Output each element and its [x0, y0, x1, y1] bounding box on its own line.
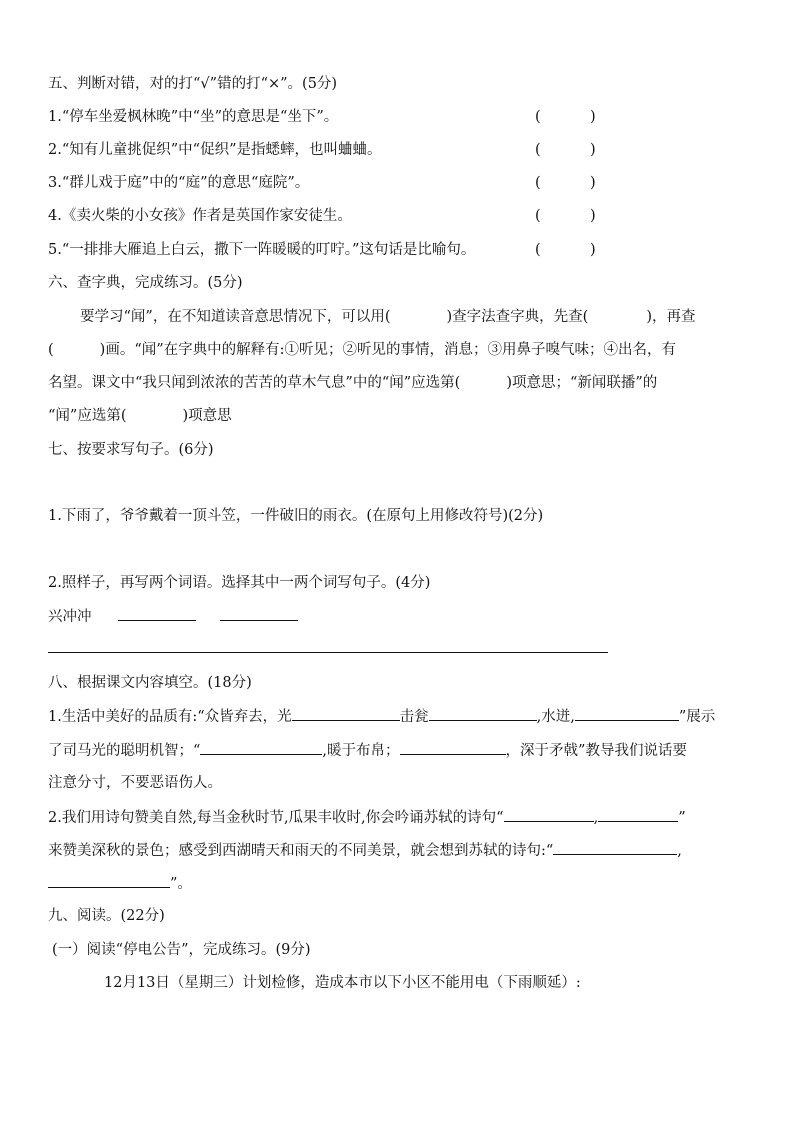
s8-text: ”。	[170, 876, 192, 892]
s5-item-1: 1.“停车坐爱枫林晚”中“坐”的意思是“坐下”。	[48, 109, 339, 125]
s5-answer-1-open: (	[535, 109, 541, 125]
s8-text: 了司马光的聪明机智；“	[48, 743, 201, 759]
s6-para-line-2	[48, 340, 676, 360]
s5-answer-1-close: )	[590, 109, 596, 125]
s5-item-3: 3.“群儿戏于庭”中的“庭”的意思“庭院”。	[48, 175, 310, 191]
s8-text: ,水迸,	[536, 709, 575, 725]
s8-blank[interactable]	[429, 706, 537, 721]
s7-blank-1[interactable]	[118, 606, 196, 621]
s6-text: )项意思	[182, 408, 232, 424]
s8-text: ”展示	[678, 709, 716, 725]
s8-line-5	[48, 840, 682, 861]
s6-para-line-3	[48, 373, 657, 393]
section-6-heading: 六、查字典，完成练习。(5分)	[48, 275, 243, 291]
s9-notice-text: 12月13日（星期三）计划检修，造成本市以下小区不能用电（下雨顺延）:	[104, 975, 581, 991]
s6-text: (	[48, 342, 54, 358]
s5-answer-3-open: (	[535, 175, 541, 191]
s8-text: 击瓮	[399, 709, 429, 725]
s6-text: 要学习“闻”，在不知道读音意思情况下，可以用(	[80, 309, 391, 325]
s8-text: 来赞美深秋的景色；感受到西湖晴天和雨天的不同美景，就会想到苏轼的诗句:“	[48, 843, 554, 859]
s5-answer-3-close: )	[590, 175, 596, 191]
s5-answer-5-open: (	[535, 242, 541, 258]
section-7-heading: 七、按要求写句子。(6分)	[48, 442, 214, 458]
s5-answer-4-close: )	[590, 208, 596, 224]
s8-blank[interactable]	[598, 807, 678, 822]
s6-text: “闻”应选第(	[48, 408, 127, 424]
s8-blank[interactable]	[200, 740, 322, 755]
s8-line-3: 注意分寸，不要恶语伤人。	[48, 775, 222, 791]
s5-answer-2-close: )	[590, 142, 596, 158]
s5-answer-5-close: )	[590, 242, 596, 258]
s5-answer-4-open: (	[535, 208, 541, 224]
s8-text: 2.我们用诗句赞美自然,每当金秋时节,瓜果丰收时,你会吟诵苏轼的诗句“	[48, 810, 504, 826]
s5-item-5: 5.“一排排大雁追上白云，撒下一阵暖暖的叮咛。”这句话是比喻句。	[48, 242, 476, 258]
s7-sentence-line[interactable]	[48, 652, 608, 653]
s5-item-2: 2.“知有儿童挑促织”中“促织”是指蟋蟀，也叫蛐蛐。	[48, 142, 382, 158]
s8-blank[interactable]	[553, 840, 677, 855]
section-9-heading: 九、阅读。(22分)	[48, 908, 165, 924]
s7-question-1: 1.下雨了，爷爷戴着一顶斗笠，一件破旧的雨衣。(在原句上用修改符号)(2分)	[48, 508, 544, 524]
s8-line-1	[48, 706, 715, 727]
s8-line-2	[48, 740, 687, 761]
s6-text: )项意思；“新闻联播”的	[506, 375, 658, 391]
s8-text: ,	[677, 843, 682, 859]
s6-text: 名望。课文中“我只闻到浓浓的苦苦的草木气息”中的“闻”应选第(	[48, 375, 461, 391]
s6-text: )画。“闻”在字典中的解释有:①听见；②听见的事情，消息；③用鼻子嗅气味；④出名，有	[99, 342, 677, 358]
s8-text: ，深于矛戟”教导我们说话要	[505, 743, 687, 759]
s8-text: ,暖于布帛；	[322, 743, 400, 759]
s6-para-line-4	[48, 406, 232, 426]
section-8-heading: 八、根据课文内容填空。(18分)	[48, 675, 252, 691]
s8-blank[interactable]	[292, 706, 400, 721]
s6-para-line-1	[80, 307, 695, 327]
s8-blank[interactable]	[400, 740, 506, 755]
s6-text: )，再查	[646, 309, 696, 325]
s6-text: )查字法查字典，先查(	[446, 309, 589, 325]
s8-line-4	[48, 807, 686, 828]
s5-answer-2-open: (	[535, 142, 541, 158]
s8-text: ”	[678, 810, 686, 826]
s8-line-6	[48, 873, 192, 894]
s8-blank[interactable]	[48, 873, 170, 888]
s8-text: 1.生活中美好的品质有:“众皆弃去，光	[48, 709, 292, 725]
s5-item-4: 4.《卖火柴的小女孩》作者是英国作家安徒生。	[48, 208, 352, 224]
s8-blank[interactable]	[504, 807, 594, 822]
section-5-heading: 五、判断对错，对的打“√”错的打“×”。(5分)	[48, 76, 338, 92]
s9-subheading: (一）阅读“停电公告”，完成练习。(9分)	[52, 942, 311, 958]
s8-text: ,	[593, 810, 599, 826]
s8-blank[interactable]	[575, 706, 679, 721]
s7-question-2: 2.照样子，再写两个词语。选择其中一两个词写句子。(4分)	[48, 575, 431, 591]
s7-blank-2[interactable]	[220, 606, 298, 621]
s7-example-row	[48, 606, 298, 627]
s7-example-word: 兴冲冲	[48, 609, 92, 625]
